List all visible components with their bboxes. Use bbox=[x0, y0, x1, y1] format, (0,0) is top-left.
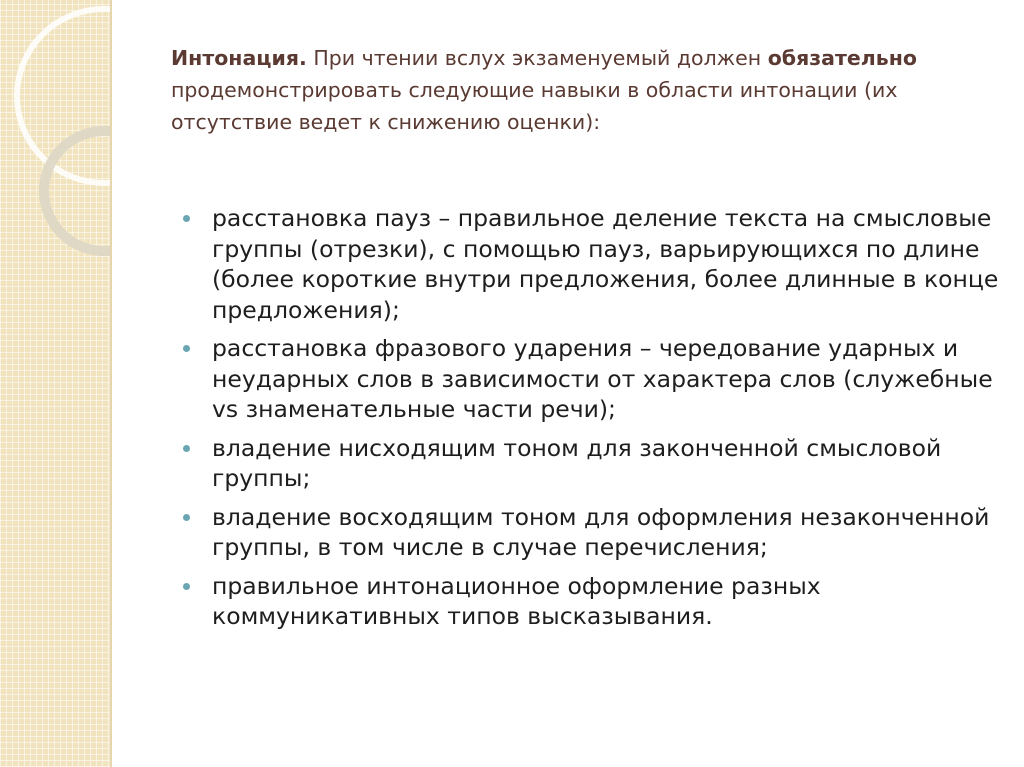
small-circle-ring bbox=[44, 131, 110, 251]
title-rest: продемонстрировать следующие навыки в области интонации (их отсутствие ведет к снижению оценки): bbox=[171, 78, 898, 134]
bullet-item-falling-tone bbox=[183, 433, 1003, 494]
bullet-item-communicative-types bbox=[183, 571, 1003, 632]
bullet-text: владение восходящим тоном для оформления незаконченной группы, в том числе в случае перечисления; bbox=[212, 502, 990, 561]
bullet-item-pauses bbox=[183, 203, 1003, 325]
title-term: Интонация. bbox=[171, 46, 307, 70]
title-lead: При чтении вслух экзаменуемый должен bbox=[306, 46, 768, 70]
decorative-side-panel bbox=[0, 0, 110, 767]
side-panel-edge bbox=[110, 0, 112, 767]
decorative-circles-icon bbox=[0, 0, 110, 767]
bullet-item-rising-tone bbox=[183, 502, 1003, 563]
bullet-text: расстановка фразового ударения – чередование ударных и неударных слов в зависимости от характера слов (служебные vs знаменательные части речи); bbox=[212, 334, 993, 423]
bullet-text: расстановка пауз – правильное деление текста на смысловые группы (отрезки), с помощью пауз, варьирующихся по длине (более короткие внутри предложения, более длинные в конце предложения); bbox=[212, 204, 999, 324]
bullet-dot-icon bbox=[183, 514, 190, 521]
bullet-text: правильное интонационное оформление разных коммуникативных типов высказывания. bbox=[212, 571, 821, 630]
title-emphasis: обязательно bbox=[767, 46, 918, 70]
bullet-list bbox=[183, 203, 1003, 640]
bullet-dot-icon bbox=[183, 215, 190, 222]
slide-title bbox=[171, 42, 991, 138]
bullet-dot-icon bbox=[183, 445, 190, 452]
bullet-dot-icon bbox=[183, 345, 190, 352]
large-circle-ring bbox=[17, 9, 110, 183]
bullet-text: владение нисходящим тоном для законченной смысловой группы; bbox=[212, 433, 942, 492]
bullet-dot-icon bbox=[183, 583, 190, 590]
bullet-item-phrase-stress bbox=[183, 333, 1003, 425]
